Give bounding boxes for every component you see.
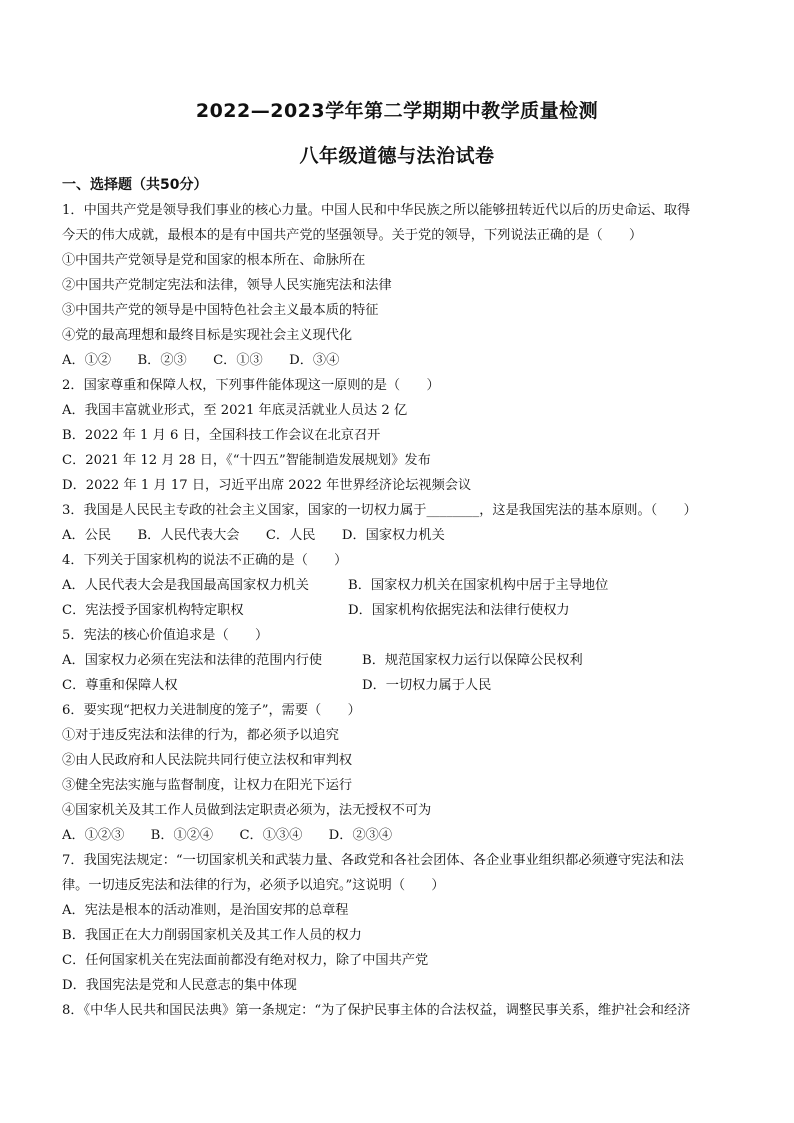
question-8-stem-line-1: 8．《中华人民共和国民法典》第一条规定：“为了保护民事主体的合法权益，调整民事关系，维护社会和经济 [62, 1003, 691, 1018]
question-6-stem: 6．要实现“把权力关进制度的笼子”，需要（ ） [62, 703, 361, 718]
question-7-option-d: D．我国宪法是党和人民意志的集中体现 [62, 978, 297, 993]
question-4-stem: 4．下列关于国家机构的说法不正确的是（ ） [62, 553, 348, 568]
question-1-choices: A．①② B．②③ C．①③ D．③④ [62, 353, 340, 368]
question-2-stem: 2．国家尊重和保障人权，下列事件能体现这一原则的是（ ） [62, 378, 440, 393]
question-7-option-a: A．宪法是根本的活动准则，是治国安邦的总章程 [62, 903, 349, 918]
section-heading: 一、选择题（共50分） [62, 177, 208, 193]
question-1-statement-2: ②中国共产党制定宪法和法律，领导人民实施宪法和法律 [62, 278, 392, 293]
question-4-option-a: A．人民代表大会是我国最高国家权力机关 [62, 578, 309, 593]
question-1-statement-1: ①中国共产党领导是党和国家的根本所在、命脉所在 [62, 253, 366, 268]
question-4-option-b: B．国家权力机关在国家机构中居于主导地位 [348, 578, 609, 593]
question-6-statement-3: ③健全宪法实施与监督制度，让权力在阳光下运行 [62, 778, 353, 793]
question-6-statement-2: ②由人民政府和人民法院共同行使立法权和审判权 [62, 753, 353, 768]
question-1-stem-line-1: 1．中国共产党是领导我们事业的核心力量。中国人民和中华民族之所以能够扭转近代以后的历史命运、取得 [62, 203, 691, 218]
question-5-options-row-2 [62, 673, 734, 698]
question-7-stem-line-1: 7．我国宪法规定：“一切国家机关和武装力量、各政党和各社会团体、各企业事业组织都必须遵守宪法和法 [62, 853, 684, 868]
question-1-statement-3: ③中国共产党的领导是中国特色社会主义最本质的特征 [62, 303, 379, 318]
question-1-stem-line-2: 今天的伟大成就，最根本的是有中国共产党的坚强领导。关于党的领导，下列说法正确的是（ ） [62, 228, 643, 243]
question-7-option-c: C．任何国家机关在宪法面前都没有绝对权力，除了中国共产党 [62, 953, 429, 968]
question-list [62, 198, 734, 1023]
question-4-options-row-1 [62, 573, 734, 598]
question-5-option-d: D．一切权力属于人民 [362, 678, 492, 693]
question-3-choices: A．公民 B．人民代表大会 C．人民 D．国家权力机关 [62, 528, 445, 543]
question-5-option-a: A．国家权力必须在宪法和法律的范围内行使 [62, 653, 323, 668]
question-2-option-c: C．2021 年 12 月 28 日，《“十四五”智能制造发展规划》发布 [62, 453, 431, 468]
question-5-option-b: B．规范国家权力运行以保障公民权利 [362, 653, 583, 668]
question-2-option-d: D．2022 年 1 月 17 日，习近平出席 2022 年世界经济论坛视频会议 [62, 478, 472, 493]
question-6-statement-4: ④国家机关及其工作人员做到法定职责必须为，法无授权不可为 [62, 803, 432, 818]
question-7-option-b: B．我国正在大力削弱国家机关及其工作人员的权力 [62, 928, 362, 943]
question-3-stem: 3．我国是人民民主专政的社会主义国家，国家的一切权力属于________，这是我国宪法的基本原则。（ ） [62, 503, 697, 518]
question-6-statement-1: ①对于违反宪法和法律的行为，都必须予以追究 [62, 728, 339, 743]
question-7-stem-line-2: 律。一切违反宪法和法律的行为，必须予以追究。”这说明（ ） [62, 878, 445, 893]
question-1-statement-4: ④党的最高理想和最终目标是实现社会主义现代化 [62, 328, 353, 343]
question-5-option-c: C．尊重和保障人权 [62, 678, 178, 693]
question-4-option-c: C．宪法授予国家机构特定职权 [62, 603, 244, 618]
question-4-option-d: D．国家机构依据宪法和法律行使权力 [348, 603, 570, 618]
question-2-option-a: A．我国丰富就业形式，至 2021 年底灵活就业人员达 2 亿 [62, 403, 408, 418]
exam-title: 2022—2023学年第二学期期中教学质量检测 [195, 100, 599, 122]
question-5-options-row-1 [62, 648, 734, 673]
exam-subtitle: 八年级道德与法治试卷 [299, 145, 495, 167]
question-2-option-b: B．2022 年 1 月 6 日，全国科技工作会议在北京召开 [62, 428, 381, 443]
question-6-choices: A．①②③ B．①②④ C．①③④ D．②③④ [62, 828, 393, 843]
question-4-options-row-2 [62, 598, 734, 623]
question-5-stem: 5．宪法的核心价值追求是（ ） [62, 628, 269, 643]
